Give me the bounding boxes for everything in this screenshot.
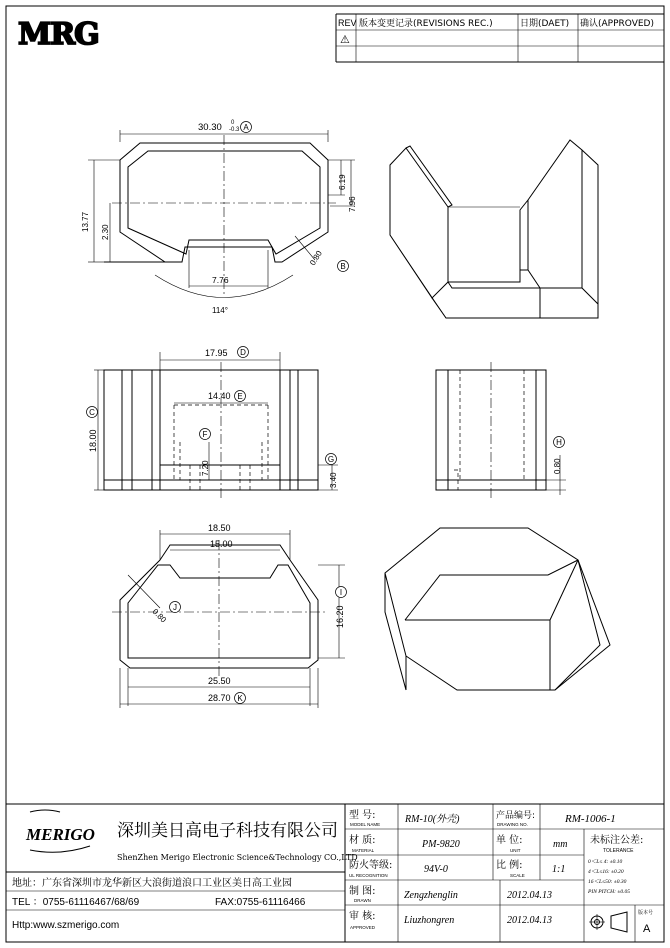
unit-label: 单 位:	[496, 835, 523, 846]
approved-date: 2012.04.13	[507, 915, 552, 926]
tag-f: F	[202, 430, 208, 439]
top-view	[81, 120, 357, 315]
dim-340: 3.40	[329, 472, 338, 488]
projection-symbol-icon	[589, 912, 627, 932]
iso-view-bottom	[385, 528, 610, 690]
unit-value: mm	[553, 839, 568, 850]
approved-value: Liuzhongren	[404, 915, 455, 926]
tag-i: I	[339, 588, 343, 597]
address: 地址：广东省深圳市龙华新区大浪街道浪口工业区美日高工业园	[12, 878, 292, 889]
model-sub: MODEL NAME	[350, 822, 381, 827]
header-block	[18, 14, 664, 62]
dim-1795: 17.95	[205, 348, 228, 358]
dim-796: 7.96	[348, 196, 357, 212]
brand-merigo: MERIGO	[26, 825, 95, 844]
tolerance-row-2: 4＜L≤16: ±0.20	[588, 869, 624, 875]
tolerance-row-1: 0＜L≤ 4: ±0.10	[588, 859, 623, 865]
dim-2870: 28.70	[208, 693, 231, 703]
dim-1377: 13.77	[81, 211, 90, 232]
approved-label: 确认(APPROVED)	[580, 19, 654, 29]
website: Http:www.szmerigo.com	[12, 920, 120, 931]
tel: TEL ：0755-61116467/68/69	[12, 897, 140, 908]
tag-e: E	[237, 392, 243, 401]
unit-sub: UNIT	[510, 848, 521, 853]
fire-value: 94V-0	[424, 864, 448, 875]
material-value: PM-9820	[422, 839, 460, 850]
scale-value: 1:1	[552, 864, 566, 875]
fire-label: 防火等级:	[349, 860, 393, 871]
material-label: 材 质:	[349, 835, 376, 846]
drawing-no-sub: DRAWING NO.	[497, 822, 528, 827]
dim-1850: 18.50	[208, 523, 231, 533]
side-view	[436, 362, 566, 500]
tag-j: J	[173, 603, 177, 612]
dim-top-width-tol-lower: -0.3	[229, 127, 240, 133]
approved-sub: APPROVED	[350, 925, 376, 930]
drawing-no-label: 产品编号:	[496, 811, 536, 821]
company-name-cn: 深圳美日高电子科技有限公司	[117, 821, 338, 841]
rev-warning-icon: ⚠	[340, 33, 350, 46]
dim-1500: 15.00	[210, 539, 233, 549]
drawing-no-value: RM-1006-1	[565, 813, 616, 825]
version-value: A	[643, 923, 651, 935]
dim-619: 6.19	[338, 174, 347, 190]
dim-720: 7.20	[201, 460, 210, 476]
title-block	[6, 804, 664, 942]
dim-776: 7.76	[212, 275, 229, 285]
dim-angle: 114°	[212, 306, 228, 315]
iso-view-top	[390, 140, 598, 318]
model-value: RM-10(外壳)	[405, 814, 460, 825]
tag-d: D	[240, 348, 246, 357]
bottom-view	[112, 523, 347, 708]
model-label: 型 号:	[349, 810, 376, 821]
tag-g: G	[327, 455, 335, 464]
tag-c: C	[89, 408, 95, 417]
scale-label: 比 例:	[496, 860, 523, 871]
drawn-value: Zengzhenglin	[404, 890, 458, 901]
version-label: 版本号	[638, 910, 654, 916]
dim-1620: 16.20	[335, 605, 345, 628]
company-name-en: ShenZhen Merigo Electronic Science&Technology CO.,LTD	[117, 853, 358, 862]
fax: FAX:0755-61116466	[215, 897, 306, 908]
logo-mrg: MRG	[18, 17, 99, 52]
tag-a: A	[243, 123, 249, 132]
revision-record-label: 版本变更记录(REVISIONS REC.)	[359, 19, 493, 29]
tolerance-label: 未标注公差:	[590, 835, 644, 846]
front-view	[87, 347, 339, 501]
drawn-label: 制 图:	[349, 886, 376, 897]
tolerance-sub: TOLERANCE	[603, 848, 634, 854]
scale-sub: SCALE	[510, 873, 525, 878]
tag-h: H	[556, 438, 562, 447]
tolerance-row-4: PIN PITCH: ±0.05	[588, 889, 630, 895]
drawn-sub: DRAWN	[354, 898, 371, 903]
drawn-date: 2012.04.13	[507, 890, 552, 901]
tolerance-row-3: 16＜L≤50: ±0.30	[588, 879, 627, 885]
dim-r080: 0.80	[150, 607, 168, 625]
dim-230: 2.30	[101, 224, 110, 240]
tag-k: K	[237, 694, 243, 703]
dim-top-width: 30.30	[198, 122, 222, 133]
material-sub: MATERIAL	[352, 848, 375, 853]
approved-label: 审 核:	[349, 911, 376, 922]
dim-side-080: 0.80	[553, 458, 562, 474]
dim-1800: 18.00	[88, 429, 98, 452]
dim-080-b: 0.80	[308, 249, 324, 268]
tag-b: B	[340, 262, 346, 271]
rev-label: REV	[338, 18, 357, 28]
fire-sub: UL RECOGNITION	[349, 873, 388, 878]
dim-top-width-tol-upper: 0	[231, 120, 235, 126]
dim-2550: 25.50	[208, 676, 231, 686]
date-label: 日期(DAET)	[520, 19, 570, 29]
dim-1440: 14.40	[208, 391, 231, 401]
